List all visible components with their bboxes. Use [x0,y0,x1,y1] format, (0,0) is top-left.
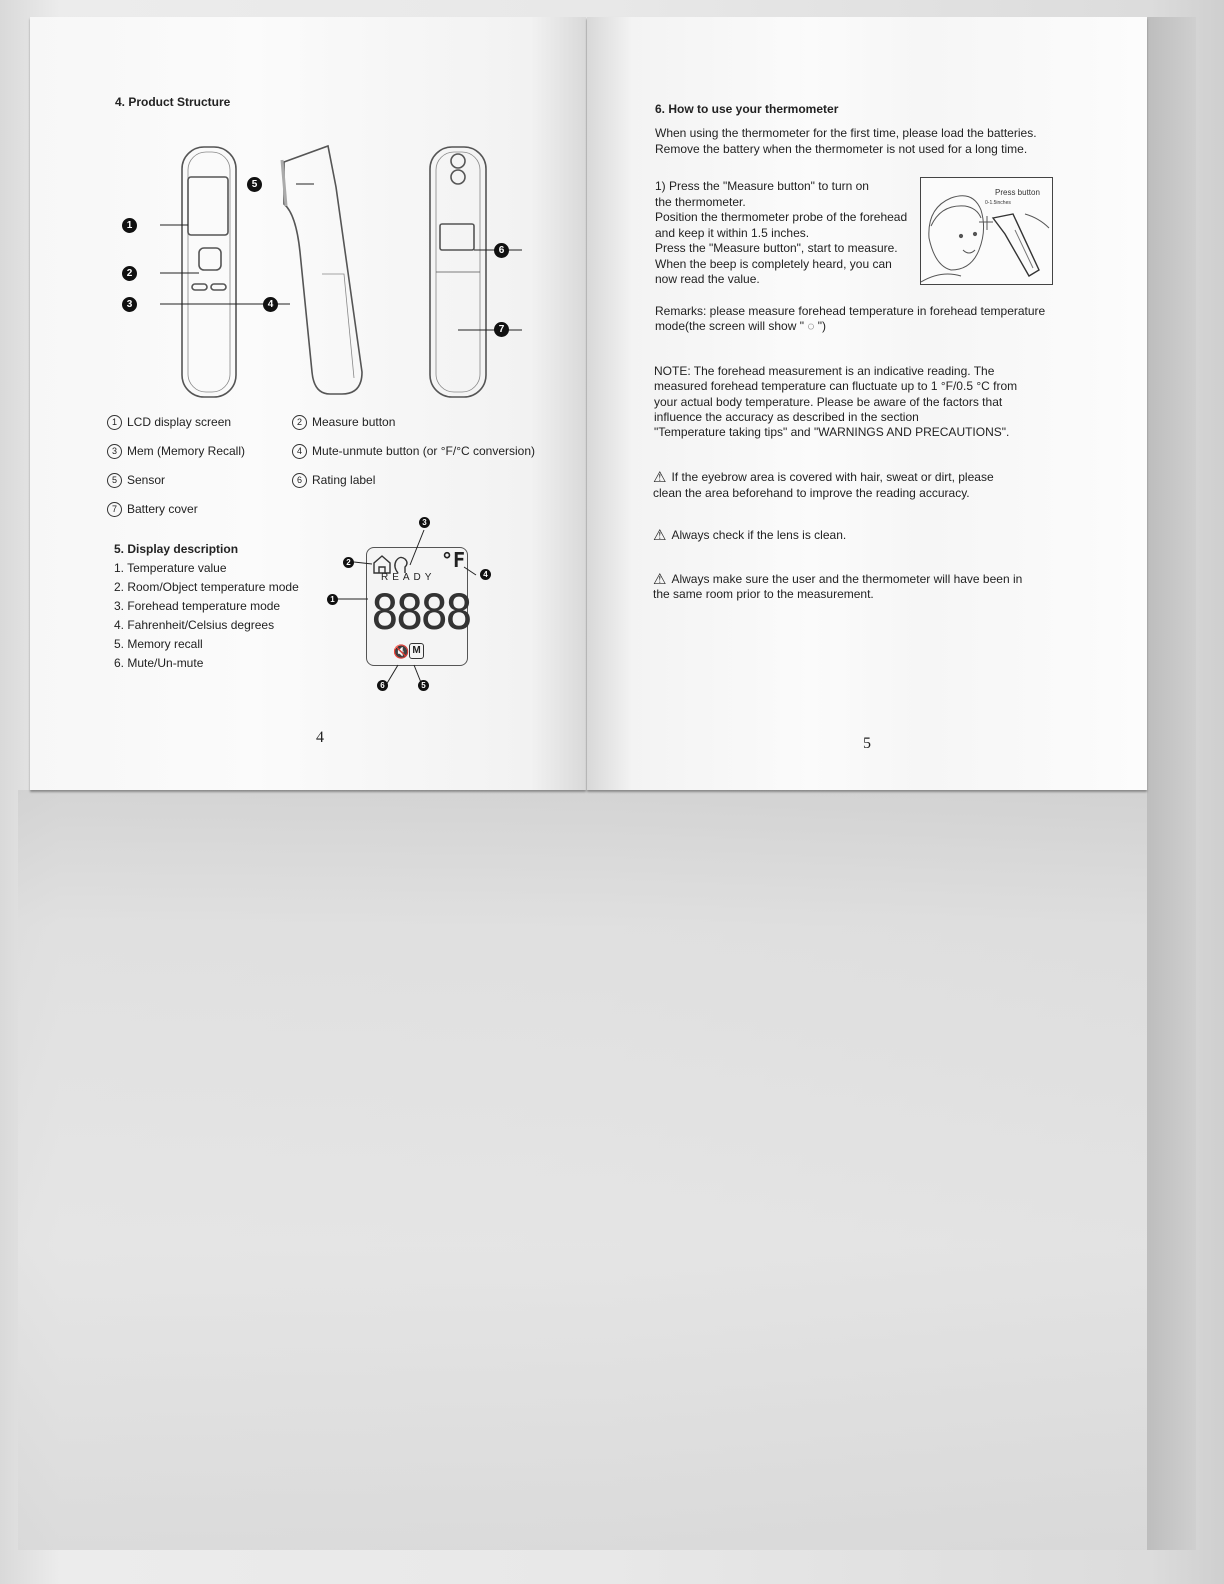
intro-line-1: When using the thermometer for the first time, please load the batteries. [655,126,1037,140]
lcd-ready-text: READY [381,572,436,583]
callout-3-mem: 3 [122,297,137,312]
scan-lower-area [18,790,1196,1550]
section-4-title: 4. Product Structure [115,95,231,109]
callout-2-measure-button: 2 [122,266,137,281]
display-item-3: 3. Forehead temperature mode [114,599,281,613]
legend-item-7: 7 Battery cover [107,502,198,518]
step1-line-4: and keep it within 1.5 inches. [655,226,810,240]
step1-line-7: now read the value. [655,272,760,286]
warning-3-line-2: the same room prior to the measurement. [653,587,874,601]
page-number-5: 5 [863,735,871,752]
lcd-digits: 8888 [371,583,470,641]
legend-item-1: 1 LCD display screen [107,415,231,431]
lcd-mem-icon: M [409,643,424,659]
lcd-callout-4: 4 [480,569,491,580]
remarks-line-1: Remarks: please measure forehead temperature in forehead temperature [655,304,1046,318]
warning-icon: ⚠ [653,527,667,544]
display-item-2: 2. Room/Object temperature mode [114,580,299,594]
warning-1-line-2: clean the area beforehand to improve the reading accuracy. [653,486,970,500]
press-button-label: Press button [995,188,1040,197]
legend-item-2: 2 Measure button [292,415,395,431]
note-line-2: measured forehead temperature can fluctuate up to 1 °F/0.5 °C from [654,379,1018,393]
front-view-measure-button [199,248,221,270]
callout-4-mute: 4 [263,297,278,312]
step1-line-3: Position the thermometer probe of the forehead [655,210,908,224]
display-item-5: 5. Memory recall [114,637,203,651]
note-line-1: NOTE: The forehead measurement is an indicative reading. The [654,364,995,378]
note-line-4: influence the accuracy as described in the section [654,410,919,424]
display-item-1: 1. Temperature value [114,561,227,575]
warning-2: ⚠ Always check if the lens is clean. [653,527,847,544]
lcd-unit: °F [441,548,466,572]
legend-item-5: 5 Sensor [107,473,165,489]
warning-icon: ⚠ [653,469,667,486]
display-item-6: 6. Mute/Un-mute [114,656,204,670]
warning-1-line-1: ⚠ If the eyebrow area is covered with hair, sweat or dirt, please [653,469,994,486]
step1-line-1: 1) Press the "Measure button" to turn on [655,179,869,193]
warning-3-line-1: ⚠ Always make sure the user and the thermometer will have been in [653,571,1023,588]
callout-1-lcd: 1 [122,218,137,233]
scan-edge-strip [1147,17,1196,1550]
step1-line-6: When the beep is completely heard, you can [655,257,892,271]
lcd-leader-lines [326,517,506,697]
side-view-body [284,146,362,394]
lcd-callout-1: 1 [327,594,338,605]
step1-line-5: Press the "Measure button", start to measure. [655,241,898,255]
lcd-callout-5: 5 [418,680,429,691]
lcd-callout-3: 3 [419,517,430,528]
section-5-title: 5. Display description [114,542,239,556]
note-line-3: your actual body temperature. Please be aware of the factors that [654,395,1003,409]
lcd-callout-6: 6 [377,680,388,691]
lcd-callout-2: 2 [343,557,354,568]
warning-icon: ⚠ [653,571,667,588]
note-line-5: "Temperature taking tips" and "WARNINGS AND PRECAUTIONS". [654,425,1010,439]
measurement-illustration [920,177,1053,285]
remarks-line-2: mode(the screen will show " ◌ ") [655,319,827,333]
step1-line-2: the thermometer. [655,195,746,209]
callout-5-sensor: 5 [247,177,262,192]
legend-item-6: 6 Rating label [292,473,375,489]
distance-label: 0-1.5inches [985,200,1011,206]
intro-line-2: Remove the battery when the thermometer is not used for a long time. [655,142,1028,156]
product-structure-diagram [100,132,530,417]
display-item-4: 4. Fahrenheit/Celsius degrees [114,618,275,632]
callout-7-battery-cover: 7 [494,322,509,337]
section-6-title: 6. How to use your thermometer [655,102,839,116]
manual-page-5 [587,17,1147,790]
legend-item-3: 3 Mem (Memory Recall) [107,444,245,460]
back-view-sensor-top [451,154,465,168]
page-number-4: 4 [316,729,324,746]
legend-item-4: 4 Mute-unmute button (or °F/°C conversion) [292,444,535,460]
front-view-lcd [188,177,228,235]
mute-icon: 🔇 [393,644,410,659]
back-view-rating-label [440,224,474,250]
callout-6-rating-label: 6 [494,243,509,258]
manual-page-4 [30,17,586,790]
